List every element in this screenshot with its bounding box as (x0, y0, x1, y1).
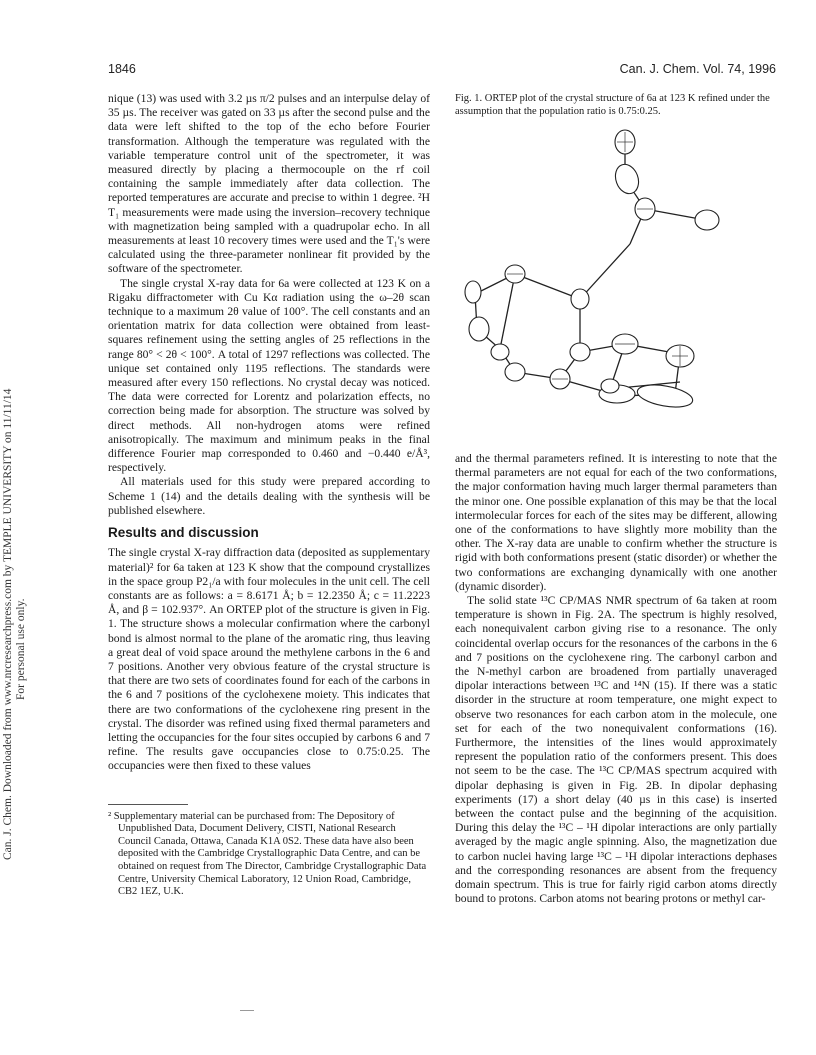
atom-ellipsoid (465, 281, 481, 303)
atom-ellipsoid (636, 381, 695, 410)
paragraph: nique (13) was used with 3.2 µs π/2 pulses and an interpulse delay of 35 µs. The receiver was gated on 33 µs after the second pulse and the data were left shifted to the top of the echo before Fourier transformation. Although the temperature was regulated with the variable temperature control unit of the spectrometer, it was measured directly by placing a thermocouple on the rf coil containing the sample immediately after data collection. The reported temperatures are accurate and precise to within 1 degree. ²H T₁ measurements were made using the inversion–recovery technique with magnetization being sampled with a quadrupolar echo. In all measurements at least 10 recovery times were used and the T₁'s were calculated using the three-parameter nonlinear fit provided by the software of the spectrometer. (108, 92, 430, 276)
atom-ellipsoid (601, 379, 619, 393)
watermark-line-1: Can. J. Chem. Downloaded from www.nrcresearchpress.com by TEMPLE UNIVERSITY on 11/11/14 (2, 388, 14, 860)
footnote-rule (108, 804, 188, 805)
figure-caption: Fig. 1. ORTEP plot of the crystal structure of 6a at 123 K refined under the assumption that the population ratio is 0.75:0.25. (455, 93, 770, 117)
running-header: Can. J. Chem. Vol. 74, 1996 (619, 62, 776, 76)
paragraph: and the thermal parameters refined. It is interesting to note that the thermal parameters are not equal for each of the two conformations, the major conformation having much larger thermal parameters than the minor one. One possible explanation of this may be that the local intermolecular forces for each of the sites may be different, allowing one of the conformations to have slightly more mobility than the other. The X-ray data are unable to confirm whether the structure is rigid with both conformations present (static disorder) or whether the two conformations are exchanging dynamically with one another (dynamic disorder). (455, 452, 777, 593)
section-heading: Results and discussion (108, 525, 259, 541)
left-column (108, 92, 430, 899)
watermark-line-2: For personal use only. (15, 598, 27, 700)
paragraph: The single crystal X-ray diffraction data (deposited as supplementary material)² for 6a taken at 123 K show that the compound crystallizes in the space group P2₁/a with four molecules in the unit cell. The cell constants are as follows: a = 8.6171 Å; b = 12.2350 Å; c = 11.2223 Å, and β = 102.937°. An ORTEP plot of the structure is given in Fig. 1. The structure shows a molecular confirmation where the carbonyl bond is almost normal to the plane of the aromatic ring, thus leaving a great deal of void space around the methylene carbons in the 6 and 7 positions. Another very obvious feature of the crystal structure is that there are two sets of coordinates found for each of the carbons in the 6 and 7 positions of the cyclohexene moiety. This indicates that there are two conformations of the cyclohexene ring present in the crystal. The disorder was refined using fixed thermal parameters and letting the occupancies for the four sites occupied by carbons 6 and 7 refine. The results gave occupancies close to 0.75:0.25. The occupancies were then fixed to these values (108, 546, 430, 773)
atom-ellipsoid (505, 363, 525, 381)
footnote: ² Supplementary material can be purchased from: The Depository of Unpublished Data, Document Delivery, CISTI, National Research Council Canada, Ottawa, Canada K1A 0S2. These data have also been deposited with the Cambridge Crystallographic Data Centre, and can be obtained on request from The Director, Cambridge Crystallographic Data Centre, University Chemical Laboratory, 12 Union Road, Cambridge, CB2 1EZ, U.K. (108, 810, 427, 898)
atom-ellipsoid (612, 161, 643, 197)
atom-ellipsoid (469, 317, 489, 341)
ortep-figure (455, 124, 777, 444)
atom-ellipsoid (491, 344, 509, 360)
atom-ellipsoid (570, 343, 590, 361)
bond (500, 274, 515, 349)
paragraph: All materials used for this study were prepared according to Scheme 1 (14) and the details dealing with the synthesis will be published elsewhere. (108, 475, 430, 517)
page-mark (240, 1010, 254, 1011)
bond (580, 244, 630, 299)
bond (515, 274, 580, 299)
atom-ellipsoid (695, 210, 719, 230)
paragraph: The solid state ¹³C CP/MAS NMR spectrum of 6a taken at room temperature is shown in Fig. 2A. The spectrum is highly resolved, each nonequivalent carbon giving rise to a resonance. The only coincidental overlap occurs for the resonances of the carbons in the 6 and 7 positions on the cyclohexene ring. The carbonyl carbon and the N-methyl carbon are broadened from partially unaveraged dipolar interactions between ¹³C and ¹⁴N (15). If there was a static disorder in the structure at room temperature, one might expect to observe two resonances for each carbon atom in the molecule, one set for each of the two nonequivalent conformations (16). Furthermore, the intensities of the lines would approximately represent the population ratio of the conformers present. This does not seem to be the case. The ¹³C CP/MAS spectrum acquired with dipolar dephasing is given in Fig. 2B. In dipolar dephasing experiments (17) a short delay (40 µs in this case) is inserted between the contact pulse and the beginning of the acquisition. During this delay the ¹³C – ¹H dipolar interactions are only partially averaged by the magic angle spinning. Also, the magnetization due to carbon nuclei having large ¹³C – ¹H dipolar interactions dephases and the corresponding resonances are absent from the frequency domain spectrum. This is true for fairly rigid carbon atoms directly bound to protons. Carbon atoms not bearing protons or methyl car- (455, 594, 777, 906)
paragraph: The single crystal X-ray data for 6a were collected at 123 K on a Rigaku diffractometer with Cu Kα radiation using the ω–2θ scan technique to a maximum 2θ value of 100°. The cell constants and an orientation matrix for data collection were obtained from least-squares refinement using the setting angles of 25 reflections in the range 80° < 2θ < 100°. A total of 1297 reflections was collected. The unique set contained only 1195 reflections. The standards were measured after every 150 reflections. No crystal decay was noticed. The data were corrected for Lorentz and polarization effects, no correction being made for absorption. The structure was solved by direct methods. All non-hydrogen atoms were refined anisotropically. The maximum and minimum peaks in the final difference Fourier map corresponded to 0.460 and −0.440 e/Å³, respectively. (108, 276, 430, 475)
right-column (455, 92, 777, 907)
page-number: 1846 (108, 62, 136, 76)
atom-ellipsoid (571, 289, 589, 309)
ortep-plot (455, 124, 777, 444)
